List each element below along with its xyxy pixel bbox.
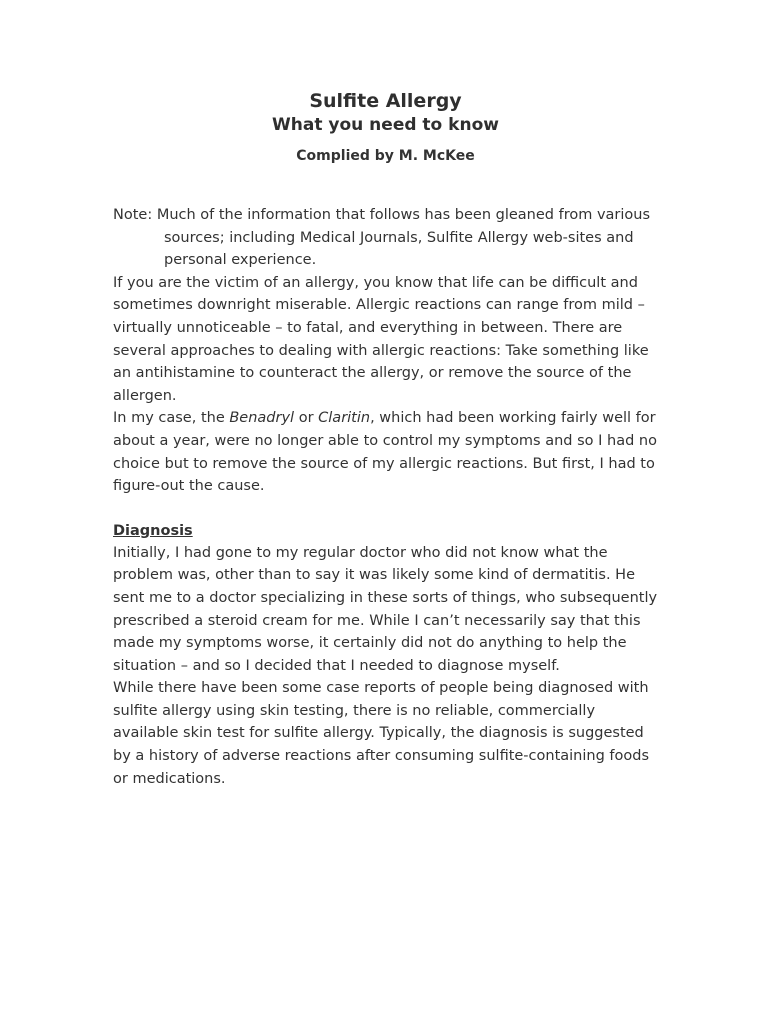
case-text-start: In my case, the: [113, 410, 230, 427]
author-line: Complied by M. McKee: [296, 148, 475, 164]
case-text-end: , which had been working fairly well for about a year, were no longer able to control my symptoms and so I had no choice but to remove the source of my allergic reactions. But first, I had to figure-out the cause.: [113, 410, 657, 495]
document-subtitle: What you need to know: [272, 115, 499, 135]
section-heading-diagnosis: Diagnosis: [113, 522, 193, 539]
drug-name-benadryl: Benadryl: [229, 410, 295, 427]
diagnosis-paragraph-1: Initially, I had gone to my regular doctor who did not know what the problem was, other than to say it was likely some kind of dermatitis. He sent me to a doctor specializing in these sorts of things, who subsequently prescribed a steroid cream for me. While I can’t necessarily say that this made my symptoms worse, it certainly did not do anything to help the situation – and so I decided that I needed to diagnose myself.: [113, 544, 658, 674]
document-title: Sulfite Allergy: [309, 90, 462, 112]
case-paragraph: [113, 407, 658, 497]
drug-name-claritin: Claritin: [318, 410, 371, 427]
note-paragraph: Note: Much of the information that follows has been gleaned from various sources; including Medical Journals, Sulfite Allergy web-sites and personal experience.: [113, 207, 651, 269]
case-text-or: or: [294, 410, 319, 427]
diagnosis-paragraph-2: While there have been some case reports of people being diagnosed with sulfite allergy using skin testing, there is no reliable, commercially available skin test for sulfite allergy. Typically, the diagnosis is suggested by a history of adverse reactions after consuming sulfite-containing foods or medications.: [113, 680, 650, 787]
document-page: [113, 89, 658, 790]
intro-paragraph: If you are the victim of an allergy, you know that life can be difficult and sometimes downright miserable. Allergic reactions can range from mild – virtually unnoticeable – to fatal, and everything in between. There are several approaches to dealing with allergic reactions: Take something like an antihistamine to counteract the allergy, or remove the source of the allergen.: [113, 274, 649, 404]
